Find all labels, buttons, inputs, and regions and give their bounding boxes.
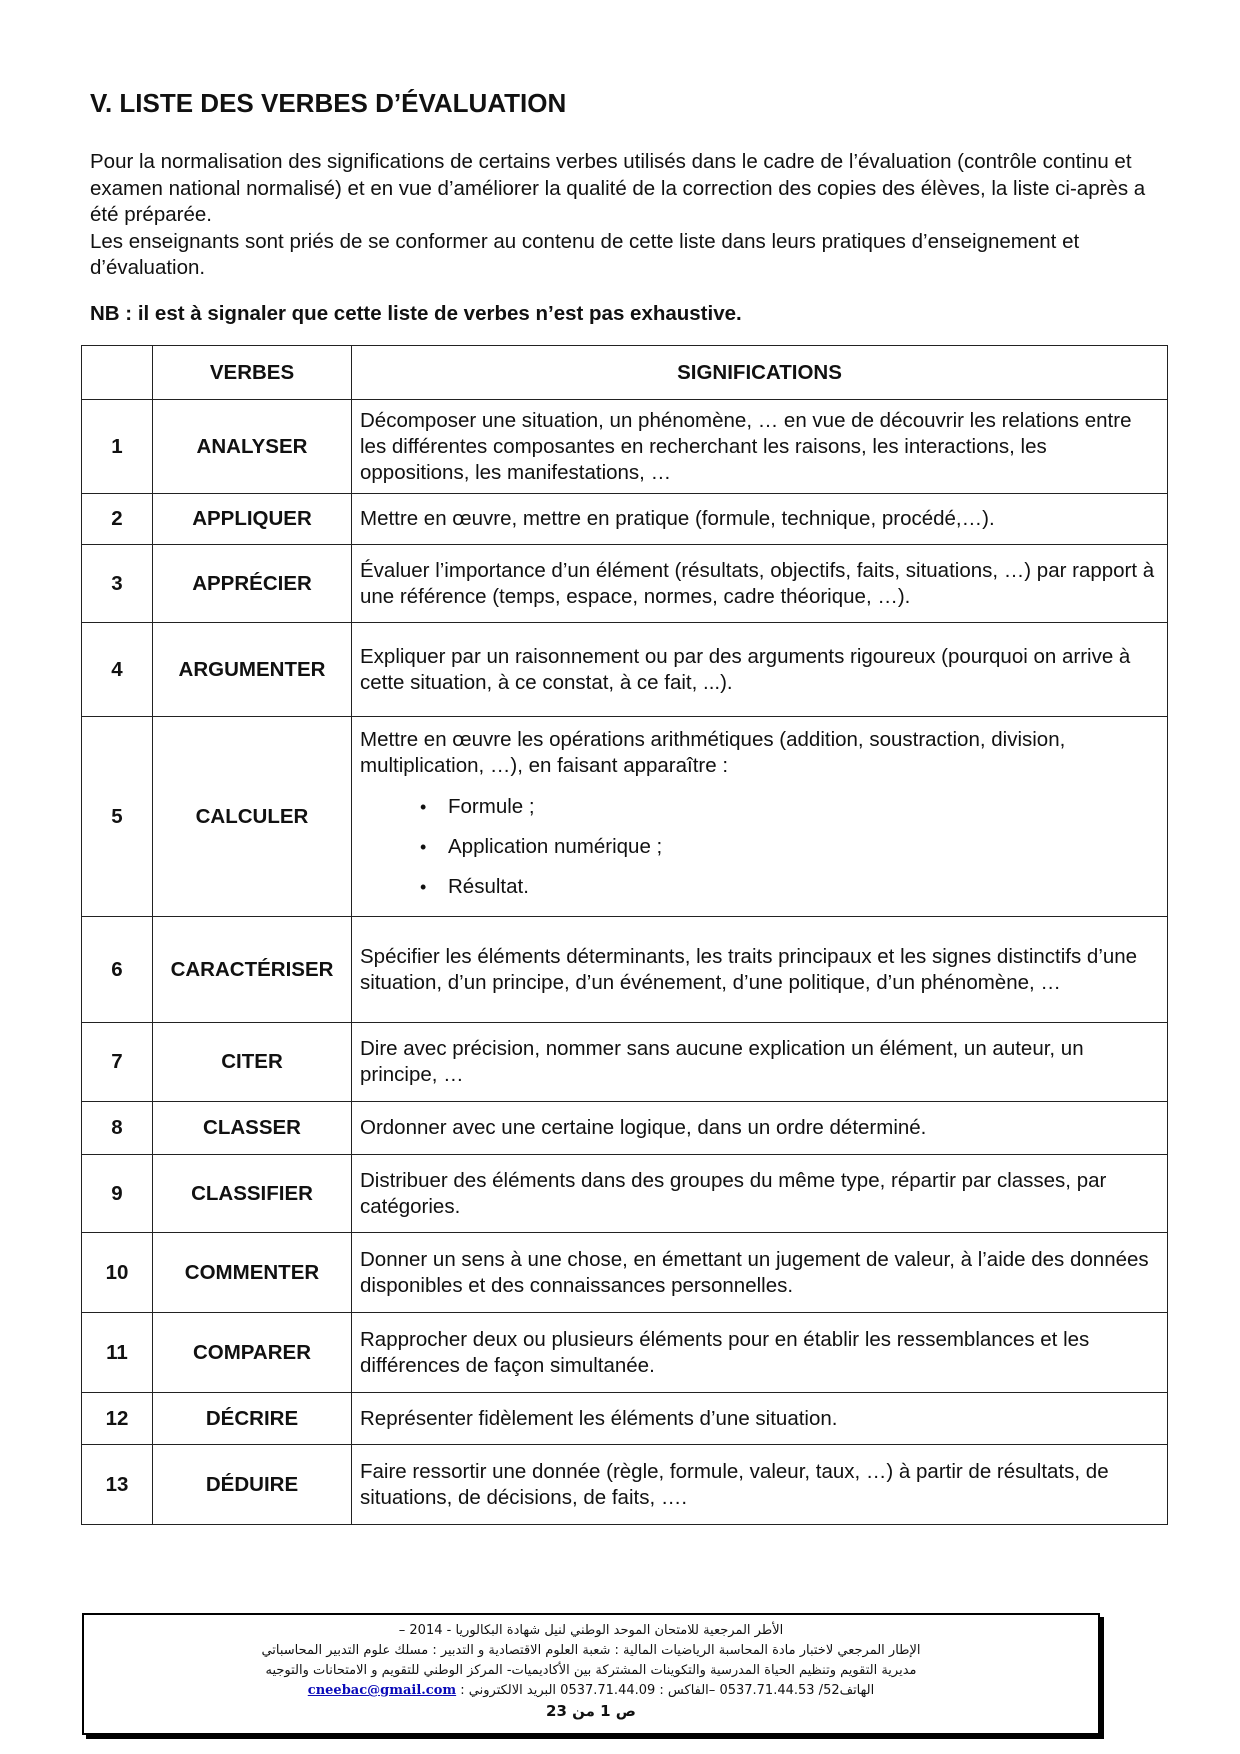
footer-contact-text: الهاتف52/ 0537.71.44.53 –الفاكس : 0537.71.44.09 البريد الالكتروني : (460, 1683, 875, 1698)
row-number: 1 (82, 400, 153, 494)
nb-note: NB : il est à signaler que cette liste de verbes n’est pas exhaustive. (90, 302, 742, 325)
row-number: 5 (82, 717, 153, 917)
row-number: 7 (82, 1023, 153, 1102)
verbs-table (81, 345, 1168, 1525)
table-row (82, 917, 1168, 1023)
email-link[interactable]: cneebac@gmail.com (307, 1683, 457, 1698)
table-row (82, 717, 1168, 917)
row-meaning (352, 717, 1168, 917)
row-meaning: Faire ressortir une donnée (règle, formule, valeur, taux, …) à partir de résultats, de situations, de décisions, de faits, …. (352, 1445, 1168, 1525)
row-number: 11 (82, 1313, 153, 1393)
row-verb: ANALYSER (153, 400, 352, 494)
row-number: 13 (82, 1445, 153, 1525)
table-row (82, 1155, 1168, 1233)
row-verb: CALCULER (153, 717, 352, 917)
row-meaning: Décomposer une situation, un phénomène, … en vue de découvrir les relations entre les différentes composantes en recherchant les raisons, les interactions, les oppositions, les manifestations, … (352, 400, 1168, 494)
row-meaning-text: Mettre en œuvre les opérations arithmétiques (addition, soustraction, division, multiplication, …), en faisant apparaître : (360, 727, 1066, 777)
row-verb: APPLIQUER (153, 494, 352, 545)
list-item: • Application numérique ; (420, 827, 1159, 867)
row-meaning: Distribuer des éléments dans des groupes du même type, répartir par classes, par catégories. (352, 1155, 1168, 1233)
header-number (82, 346, 153, 400)
header-verbes: VERBES (153, 346, 352, 400)
intro-paragraph: Pour la normalisation des significations de certains verbes utilisés dans le cadre de l’évaluation (contrôle continu et examen national normalisé) et en vue d’améliorer la qualité de la correction des copies des élèves, la liste ci-après a été préparée. (90, 150, 1146, 226)
header-significations: SIGNIFICATIONS (352, 346, 1168, 400)
intro-paragraph: Les enseignants sont priés de se conformer au contenu de cette liste dans leurs pratiques d’enseignement et d’évaluation. (90, 229, 1080, 279)
table-row (82, 400, 1168, 494)
row-number: 8 (82, 1102, 153, 1155)
footer-line: الإطار المرجعي لاختبار مادة المحاسبة الرياضيات المالية : شعبة العلوم الاقتصادية و التدبير : مسلك علوم التدبير المحاسباتي (261, 1643, 921, 1658)
row-verb: COMPARER (153, 1313, 352, 1393)
table-row (82, 545, 1168, 623)
row-meaning: Évaluer l’importance d’un élément (résultats, objectifs, faits, situations, …) par rapport à une référence (temps, espace, normes, cadre théorique, …). (352, 545, 1168, 623)
row-number: 2 (82, 494, 153, 545)
bullet-list (360, 787, 1159, 907)
row-meaning: Ordonner avec une certaine logique, dans un ordre déterminé. (352, 1102, 1168, 1155)
list-item: • Résultat. (420, 867, 1159, 907)
footer-line: الأطر المرجعية للامتحان الموحد الوطني لنيل شهادة البكالوريا - 2014 – (398, 1623, 784, 1638)
row-verb: ARGUMENTER (153, 623, 352, 717)
table-row (82, 1393, 1168, 1445)
table-row (82, 623, 1168, 717)
row-number: 4 (82, 623, 153, 717)
row-verb: CITER (153, 1023, 352, 1102)
row-number: 6 (82, 917, 153, 1023)
table-row (82, 1233, 1168, 1313)
row-meaning: Spécifier les éléments déterminants, les traits principaux et les signes distinctifs d’une situation, d’un principe, d’un événement, d’une politique, d’un phénomène, … (352, 917, 1168, 1023)
page-title: V. LISTE DES VERBES D’ÉVALUATION (90, 88, 567, 118)
row-verb: APPRÉCIER (153, 545, 352, 623)
row-verb: CLASSER (153, 1102, 352, 1155)
row-number: 10 (82, 1233, 153, 1313)
table-row (82, 1023, 1168, 1102)
footer-box (82, 1613, 1100, 1735)
footer-contact-line (84, 1681, 1098, 1701)
row-meaning: Représenter fidèlement les éléments d’une situation. (352, 1393, 1168, 1445)
table-row (82, 494, 1168, 545)
footer-line: مديرية التقويم وتنظيم الحياة المدرسية والتكوينات المشتركة بين الأكاديميات- المركز الوطني للتقويم و الامتحانات والتوجيه (265, 1663, 917, 1678)
row-number: 9 (82, 1155, 153, 1233)
table-row (82, 1313, 1168, 1393)
row-meaning: Dire avec précision, nommer sans aucune explication un élément, un auteur, un principe, … (352, 1023, 1168, 1102)
row-number: 3 (82, 545, 153, 623)
row-meaning: Donner un sens à une chose, en émettant un jugement de valeur, à l’aide des données disponibles et des connaissances personnelles. (352, 1233, 1168, 1313)
row-verb: DÉDUIRE (153, 1445, 352, 1525)
table-header-row (82, 346, 1168, 400)
list-item: • Formule ; (420, 787, 1159, 827)
table-row (82, 1445, 1168, 1525)
row-verb: COMMENTER (153, 1233, 352, 1313)
page-number: ص 1 من 23 (546, 1702, 636, 1720)
row-number: 12 (82, 1393, 153, 1445)
row-verb: CLASSIFIER (153, 1155, 352, 1233)
row-verb: DÉCRIRE (153, 1393, 352, 1445)
intro-section (90, 149, 1170, 282)
row-meaning: Mettre en œuvre, mettre en pratique (formule, technique, procédé,…). (352, 494, 1168, 545)
table-row (82, 1102, 1168, 1155)
row-meaning: Rapprocher deux ou plusieurs éléments pour en établir les ressemblances et les différences de façon simultanée. (352, 1313, 1168, 1393)
row-verb: CARACTÉRISER (153, 917, 352, 1023)
row-meaning: Expliquer par un raisonnement ou par des arguments rigoureux (pourquoi on arrive à cette situation, à ce constat, à ce fait, ...). (352, 623, 1168, 717)
